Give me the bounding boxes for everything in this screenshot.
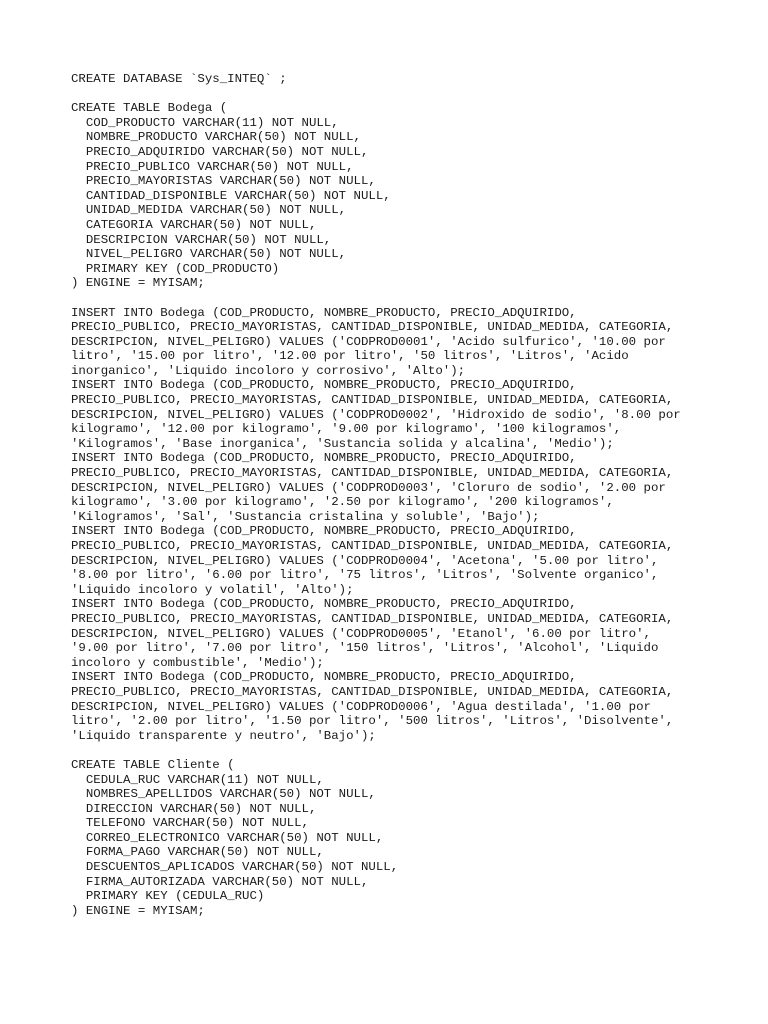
code-line: DIRECCION VARCHAR(50) NOT NULL, [71,801,317,816]
code-line: CEDULA_RUC VARCHAR(11) NOT NULL, [71,772,324,787]
code-line: CORREO_ELECTRONICO VARCHAR(50) NOT NULL, [71,830,384,845]
code-line: TELEFONO VARCHAR(50) NOT NULL, [71,816,309,831]
code-line: DESCRIPCION, NIVEL_PELIGRO) VALUES ('CODPROD0001', 'Acido sulfurico', '10.00 por [71,334,666,349]
code-line: CREATE TABLE Bodega ( [71,101,228,116]
code-line: PRECIO_PUBLICO VARCHAR(50) NOT NULL, [71,159,354,174]
code-line: PRECIO_MAYORISTAS VARCHAR(50) NOT NULL, [71,174,376,189]
code-line: FIRMA_AUTORIZADA VARCHAR(50) NOT NULL, [71,874,369,889]
code-line: CREATE DATABASE `Sys_INTEQ` ; [71,72,287,86]
code-line: ) ENGINE = MYISAM; [71,276,205,291]
code-line: COD_PRODUCTO VARCHAR(11) NOT NULL, [71,115,339,130]
code-line: PRECIO_PUBLICO, PRECIO_MAYORISTAS, CANTIDAD_DISPONIBLE, UNIDAD_MEDIDA, CATEGORIA, [71,466,674,481]
code-line: litro', '2.00 por litro', '1.50 por litro', '500 litros', 'Litros', 'Disolvente', [71,714,674,729]
code-line: PRIMARY KEY (COD_PRODUCTO) [71,261,280,276]
code-line: INSERT INTO Bodega (COD_PRODUCTO, NOMBRE_PRODUCTO, PRECIO_ADQUIRIDO, [71,378,577,393]
code-line: UNIDAD_MEDIDA VARCHAR(50) NOT NULL, [71,203,347,218]
blank-line [71,743,681,758]
code-line: 'Kilogramos', 'Sal', 'Sustancia cristalina y soluble', 'Bajo'); [71,509,540,524]
code-line: PRIMARY KEY (CEDULA_RUC) [71,889,265,904]
code-line: DESCRIPCION, NIVEL_PELIGRO) VALUES ('CODPROD0006', 'Agua destilada', '1.00 por [71,699,651,714]
code-line: inorganico', 'Liquido incoloro y corrosivo', 'Alto'); [71,363,466,378]
code-line: DESCRIPCION, NIVEL_PELIGRO) VALUES ('CODPROD0004', 'Acetona', '5.00 por litro', [71,553,659,568]
code-line: PRECIO_ADQUIRIDO VARCHAR(50) NOT NULL, [71,144,369,159]
code-line: ) ENGINE = MYISAM; [71,903,205,918]
code-line: DESCRIPCION, NIVEL_PELIGRO) VALUES ('CODPROD0005', 'Etanol', '6.00 por litro', [71,626,651,641]
code-line: DESCRIPCION, NIVEL_PELIGRO) VALUES ('CODPROD0003', 'Cloruro de sodio', '2.00 por [71,480,666,495]
code-line: DESCUENTOS_APLICADOS VARCHAR(50) NOT NULL, [71,860,399,875]
code-line: kilogramo', '12.00 por kilogramo', '9.00 por kilogramo', '100 kilogramos', [71,422,622,437]
code-line: INSERT INTO Bodega (COD_PRODUCTO, NOMBRE_PRODUCTO, PRECIO_ADQUIRIDO, [71,305,577,320]
code-line: FORMA_PAGO VARCHAR(50) NOT NULL, [71,845,324,860]
code-line: '9.00 por litro', '7.00 por litro', '150 litros', 'Litros', 'Alcohol', 'Liquido [71,641,659,656]
code-line: CATEGORIA VARCHAR(50) NOT NULL, [71,217,317,232]
code-line: NOMBRE_PRODUCTO VARCHAR(50) NOT NULL, [71,130,361,145]
code-line: 'Liquido transparente y neutro', 'Bajo'); [71,728,376,743]
code-line: INSERT INTO Bodega (COD_PRODUCTO, NOMBRE_PRODUCTO, PRECIO_ADQUIRIDO, [71,670,577,685]
code-line: DESCRIPCION VARCHAR(50) NOT NULL, [71,232,332,247]
code-line: kilogramo', '3.00 por kilogramo', '2.50 por kilogramo', '200 kilogramos', [71,495,614,510]
code-line: 'Liquido incoloro y volatil', 'Alto'); [71,582,354,597]
code-line: INSERT INTO Bodega (COD_PRODUCTO, NOMBRE_PRODUCTO, PRECIO_ADQUIRIDO, [71,524,577,539]
blank-line [71,291,681,306]
code-line: NOMBRES_APELLIDOS VARCHAR(50) NOT NULL, [71,787,376,802]
code-line: incoloro y combustible', 'Medio'); [71,655,324,670]
code-line: CANTIDAD_DISPONIBLE VARCHAR(50) NOT NULL, [71,188,391,203]
sql-code-block [71,72,681,918]
code-line: CREATE TABLE Cliente ( [71,757,235,772]
code-line: PRECIO_PUBLICO, PRECIO_MAYORISTAS, CANTIDAD_DISPONIBLE, UNIDAD_MEDIDA, CATEGORIA, [71,320,674,335]
code-line: PRECIO_PUBLICO, PRECIO_MAYORISTAS, CANTIDAD_DISPONIBLE, UNIDAD_MEDIDA, CATEGORIA, [71,611,674,626]
blank-line [71,87,681,102]
code-line: PRECIO_PUBLICO, PRECIO_MAYORISTAS, CANTIDAD_DISPONIBLE, UNIDAD_MEDIDA, CATEGORIA, [71,539,674,553]
code-line: DESCRIPCION, NIVEL_PELIGRO) VALUES ('CODPROD0002', 'Hidroxido de sodio', '8.00 por [71,407,681,422]
code-line: NIVEL_PELIGRO VARCHAR(50) NOT NULL, [71,247,347,262]
code-line: litro', '15.00 por litro', '12.00 por litro', '50 litros', 'Litros', 'Acido [71,349,629,364]
code-line: PRECIO_PUBLICO, PRECIO_MAYORISTAS, CANTIDAD_DISPONIBLE, UNIDAD_MEDIDA, CATEGORIA, [71,393,674,408]
code-line: INSERT INTO Bodega (COD_PRODUCTO, NOMBRE_PRODUCTO, PRECIO_ADQUIRIDO, [71,597,577,612]
code-line: '8.00 por litro', '6.00 por litro', '75 litros', 'Litros', 'Solvente organico', [71,568,659,583]
code-line: PRECIO_PUBLICO, PRECIO_MAYORISTAS, CANTIDAD_DISPONIBLE, UNIDAD_MEDIDA, CATEGORIA, [71,684,674,699]
code-line: INSERT INTO Bodega (COD_PRODUCTO, NOMBRE_PRODUCTO, PRECIO_ADQUIRIDO, [71,451,577,466]
code-line: 'Kilogramos', 'Base inorganica', 'Sustancia solida y alcalina', 'Medio'); [71,436,614,451]
